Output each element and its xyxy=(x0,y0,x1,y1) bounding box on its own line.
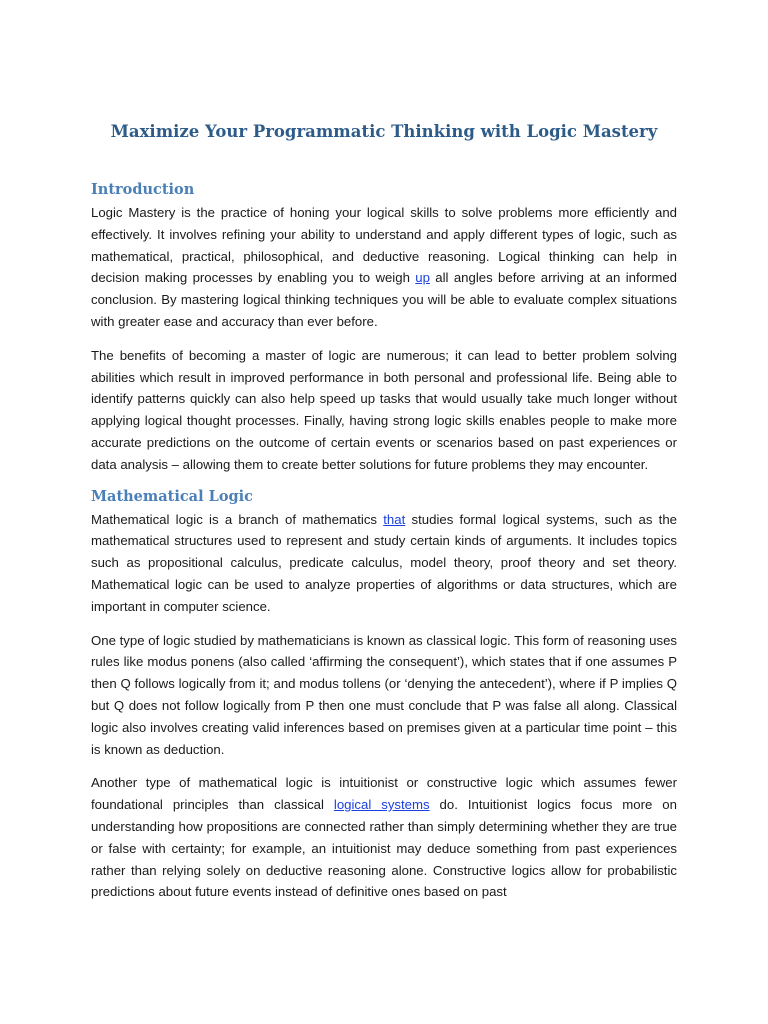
link-logical-systems[interactable]: logical systems xyxy=(333,797,430,813)
paragraph-text: studies formal logical systems, such as the mathematical structures used to represent and study certain kinds of arguments. It includes topics such as propositional calculus, predicate calculus, model theory, proof theory and set theory. Mathematical logic can be used to analyze properties of algorithms or data structures, which are important in computer science. xyxy=(91,511,677,614)
link-that[interactable]: that xyxy=(383,511,406,527)
paragraph-text: do. Intuitionist logics focus more on understanding how propositions are connected rather than simply determining whether they are true or false with certainty; for example, an intuitionist may deduce something from past experiences rather than relying solely on deductive reasoning alone. Constructive logics allow for probabilistic predictions about future events instead of definitive ones based on past xyxy=(91,797,677,900)
section-heading-mathematical-logic: Mathematical Logic xyxy=(91,487,253,505)
link-up[interactable]: up xyxy=(415,270,430,286)
intro-paragraph-1 xyxy=(91,202,677,333)
paragraph-text: Logic Mastery is the practice of honing your logical skills to solve problems more efficiently and effectively. It involves refining your ability to understand and apply different types of logic, such as mathematical, practical, philosophical, and deductive reasoning. Logical thinking can help in decision making processes by enabling you to weigh xyxy=(91,205,677,286)
section-mathematical-logic xyxy=(91,488,677,904)
section-introduction xyxy=(91,181,677,476)
document-title: Maximize Your Programmatic Thinking with Logic Mastery xyxy=(110,122,658,141)
math-paragraph-1 xyxy=(91,509,677,618)
math-paragraph-2: One type of logic studied by mathematicians is known as classical logic. This form of reasoning uses rules like modus ponens (also called ‘affirming the consequent’), which states that if one assumes P then Q follows logically from it; and modus tollens (or ‘denying the antecedent’), where if P implies Q but Q does not follow logically from P then one must conclude that P was false all along. Classical logic also involves creating valid inferences based on premises given at a particular time point – this is known as deduction. xyxy=(91,632,677,757)
math-paragraph-3 xyxy=(91,772,677,903)
paragraph-text: Mathematical logic is a branch of mathematics xyxy=(91,511,384,527)
section-heading-introduction: Introduction xyxy=(91,181,195,198)
intro-paragraph-2: The benefits of becoming a master of logic are numerous; it can lead to better problem solving abilities which result in improved performance in both personal and professional life. Being able to identify patterns quickly can also help speed up tasks that would usually take much longer without applying logical thought processes. Finally, having strong logic skills enables people to make more accurate predictions on the outcome of certain events or scenarios based on past experiences or data analysis – allowing them to create better solutions for future problems they may encounter. xyxy=(91,347,677,472)
paragraph-text: all angles before arriving at an informed conclusion. By mastering logical thinking techniques you will be able to evaluate complex situations with greater ease and accuracy than ever before. xyxy=(91,270,677,329)
paragraph-text: Another type of mathematical logic is intuitionist or constructive logic which assumes fewer foundational principles than classical xyxy=(91,775,677,813)
